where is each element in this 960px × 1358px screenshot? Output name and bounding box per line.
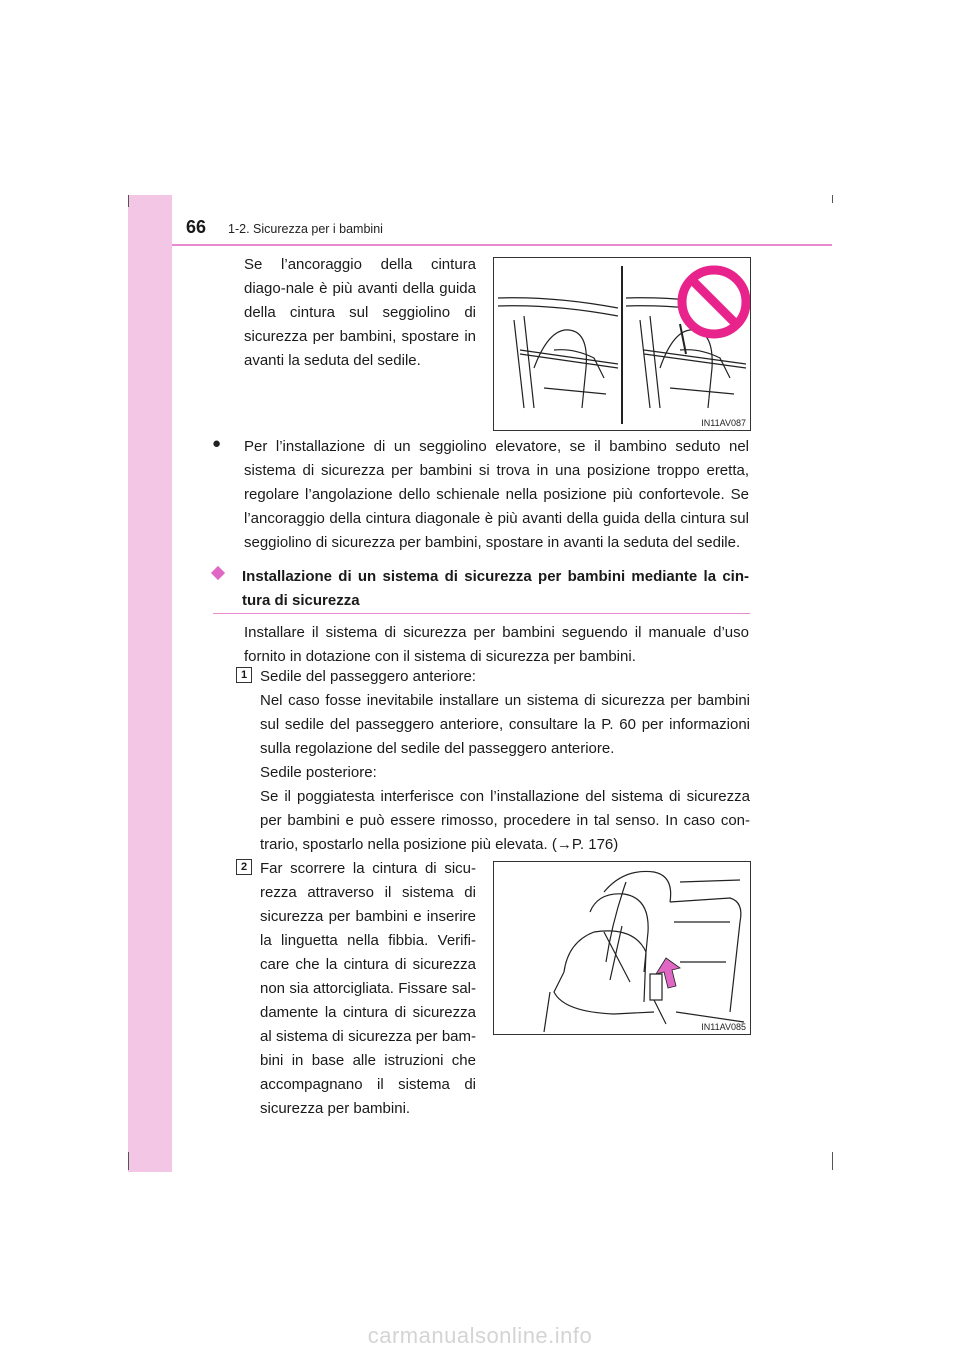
figure-code: IN11AV087 — [701, 418, 746, 428]
bullet-paragraph: Per l’installazione di un seggiolino elevatore, se il bambino seduto nel sistema di sicurezza per bambini si trova in una posizione troppo eretta, regolare l’angolazione dello schienale nella posizione più confortevole. Se l’ancoraggio della cintura diagonale è più avanti della guida della cintura sul seggiolino di sicurezza per bambini, spostare in avanti la seduta del sedile. — [244, 438, 749, 551]
subheading: Installazione di un sistema di sicurezza per bambini mediante la cin-tura di sicurezza — [242, 568, 749, 609]
child-seat-illustration — [494, 862, 750, 1034]
arrow-icon — [656, 958, 680, 988]
figure-code: IN11AV085 — [701, 1022, 746, 1032]
page-number: 66 — [186, 217, 207, 237]
figure-belt-position — [493, 257, 751, 431]
front-seat-paragraph: Nel caso fosse inevitabile installare un sistema di sicurezza per bambini sul sedile del passeggero anteriore, consultare la P. 60 per informazioni sulla regolazione del sedile del passeggero anteriore. — [260, 692, 750, 757]
crop-mark — [832, 1152, 833, 1170]
crop-mark — [128, 1152, 129, 1170]
header-rule — [172, 244, 832, 246]
step-number-2: 2 — [236, 859, 252, 875]
prohibited-icon — [682, 270, 746, 334]
diamond-icon — [211, 566, 225, 580]
watermark: carmanualsonline.info — [367, 1323, 593, 1348]
crop-mark — [832, 195, 833, 203]
subheading-rule — [213, 613, 750, 614]
crop-mark — [128, 195, 129, 207]
install-paragraph: Installare il sistema di sicurezza per bambini seguendo il manuale d’uso fornito in dotazione con il sistema di sicurezza per bambini. — [244, 624, 749, 665]
step2-paragraph: Far scorrere la cintura di sicu-rezza attraverso il sistema di sicurezza per bambini e inserire la linguetta nella fibbia. Verifi-care che la cintura di sicurezza non sia attorcigliata. Fissare sal-damente la cintura di sicurezza al sistema di sicurezza per bam-bini in base alle istruzioni che accompagnano il sistema di sicurezza per bambini. — [260, 860, 476, 1117]
section-title: 1-2. Sicurezza per i bambini — [228, 222, 383, 236]
figure-child-seat-belt — [493, 861, 751, 1035]
front-seat-heading: Sedile del passeggero anteriore: — [260, 668, 476, 685]
belt-position-illustration — [494, 258, 750, 430]
step-number-1: 1 — [236, 667, 252, 683]
bullet-icon: ● — [212, 435, 222, 452]
intro-paragraph: Se l’ancoraggio della cintura diago-nale è più avanti della guida della cintura sul seggiolino di sicurezza per bambini, spostare in avanti la seduta del sedile. — [244, 256, 476, 369]
rear-seat-heading: Sedile posteriore: — [260, 764, 377, 781]
side-band — [128, 195, 172, 1172]
rear-seat-paragraph: Se il poggiatesta interferisce con l’installazione del sistema di sicurezza per bambini e può essere rimosso, procedere in tal senso. In caso con-trario, spostarlo nella posizione più elevata. (→P. 176) — [260, 788, 750, 853]
